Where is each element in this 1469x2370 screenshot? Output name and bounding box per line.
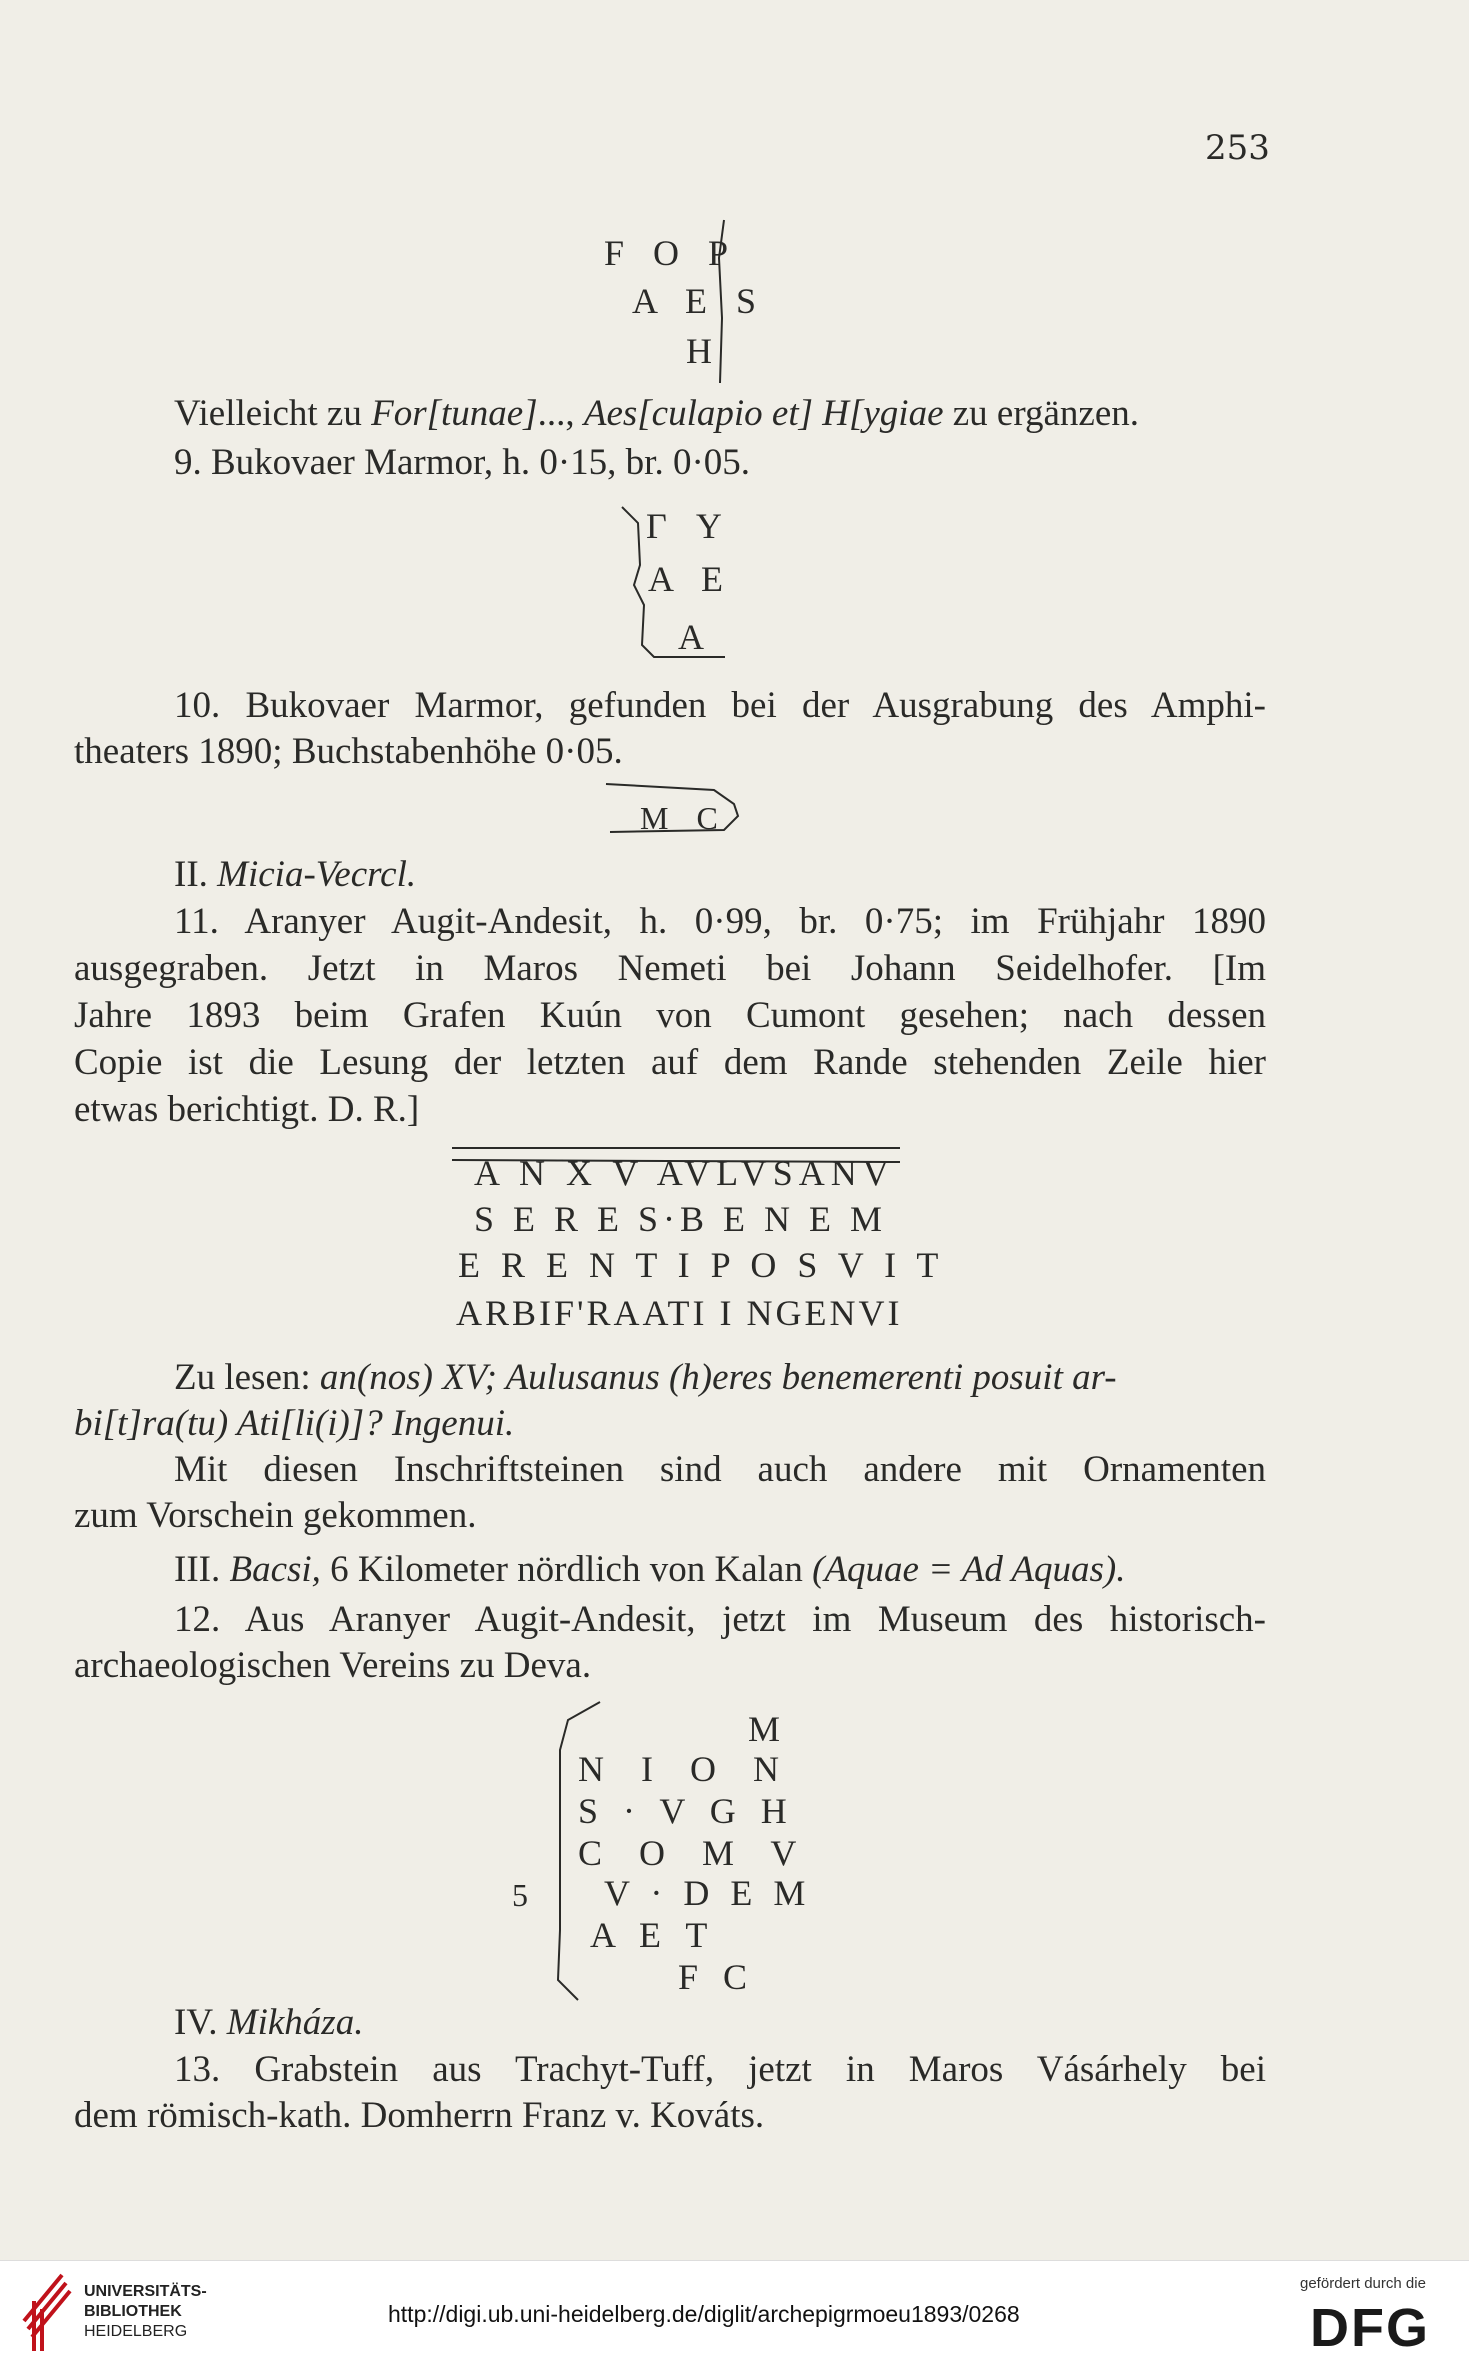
entry-11-line1: 11. Aranyer Augit-Andesit, h. 0·99, br. 0·75; im Frühjahr 1890	[174, 901, 1266, 942]
reading-line1: Zu lesen: an(nos) XV; Aulusanus (h)eres benemerenti posuit ar-	[174, 1357, 1117, 1398]
digitization-footer	[0, 2260, 1469, 2370]
entry-10-line2: theaters 1890; Buchstabenhöhe 0·05.	[74, 731, 623, 772]
permalink[interactable]: http://digi.ub.uni-heidelberg.de/diglit/archepigrmoeu1893/0268	[388, 2301, 1020, 2327]
reading-line2: bi[t]ra(tu) Ati[li(i)]? Ingenui.	[74, 1403, 515, 1444]
inscription-12-line-number: 5	[512, 1877, 528, 1913]
fragment-2-line2: A E	[648, 559, 734, 599]
ornaments-line1: Mit diesen Inschriftsteinen sind auch andere mit Ornamenten	[174, 1449, 1266, 1490]
inscription-12-line-aet: A E T	[590, 1915, 716, 1955]
inscription-12-line-comv: C O M V	[578, 1833, 811, 1873]
fragment-aes: A E S	[632, 281, 767, 321]
fragment-2-line3: A	[678, 617, 714, 657]
fragment-fop: F O P	[604, 233, 739, 273]
library-name-1: UNIVERSITÄTS-	[84, 2283, 207, 2300]
entry-13-line1: 13. Grabstein aus Trachyt-Tuff, jetzt in Maros Vásárhely bei	[174, 2049, 1266, 2090]
fragment-h: H	[686, 331, 722, 371]
inscription-12-line-nion: N I O N	[578, 1749, 793, 1789]
entry-11-line3: Jahre 1893 beim Grafen Kuún von Cumont gesehen; nach dessen	[74, 995, 1266, 1036]
entry-11-line5: etwas berichtigt. D. R.]	[74, 1089, 420, 1130]
inscription-12-line-svgh: S · V G H	[578, 1791, 795, 1831]
inscription-11-line4: ARBIF'RAATI I NGENVI	[456, 1293, 903, 1333]
ornaments-line2: zum Vorschein gekommen.	[74, 1495, 477, 1536]
paragraph-vielleicht: Vielleicht zu For[tunae]..., Aes[culapio et] H[ygiae zu ergänzen.	[174, 393, 1140, 434]
library-name-2: BIBLIOTHEK	[84, 2303, 182, 2320]
inscription-12-line-fc: F C	[678, 1957, 756, 1997]
inscription-12-line-m: M	[748, 1709, 791, 1749]
inscription-11-line3: E R E N T I P O S V I T	[458, 1245, 945, 1285]
section-ii: II. Micia-Vecrcl.	[174, 854, 417, 895]
fragment-2-line1: Γ Y	[646, 506, 732, 546]
entry-10-line1: 10. Bukovaer Marmor, gefunden bei der Ausgrabung des Amphi-	[174, 685, 1266, 726]
entry-11-line4: Copie ist die Lesung der letzten auf dem Rande stehenden Zeile hier	[74, 1042, 1266, 1083]
entry-9: 9. Bukovaer Marmor, h. 0·15, br. 0·05.	[174, 442, 751, 483]
library-logo-icon	[14, 2271, 74, 2353]
fragment-edge-line	[716, 218, 728, 386]
funded-by-label: gefördert durch die	[1300, 2275, 1426, 2292]
inscription-11-line2: S E R E S·B E N E M	[474, 1199, 888, 1239]
fragment-3-letters: M C	[640, 800, 728, 836]
library-name-3: HEIDELBERG	[84, 2323, 188, 2340]
section-iv: IV. Mikháza.	[174, 2002, 364, 2043]
inscription-11-line1: A N X V AVLVSANV	[474, 1153, 895, 1193]
entry-11-line2: ausgegraben. Jetzt in Maros Nemeti bei Johann Seidelhofer. [Im	[74, 948, 1266, 989]
page-number: 253	[1205, 128, 1270, 168]
entry-13-line2: dem römisch-kath. Domherrn Franz v. Kováts.	[74, 2095, 765, 2136]
entry-12-line2: archaeologischen Vereins zu Deva.	[74, 1645, 592, 1686]
dfg-logo: DFG	[1310, 2298, 1430, 2358]
inscription-12-line-dem: V · D E M	[604, 1873, 812, 1913]
entry-12-line1: 12. Aus Aranyer Augit-Andesit, jetzt im Museum des historisch-	[174, 1599, 1266, 1640]
section-iii: III. Bacsi, 6 Kilometer nördlich von Kalan (Aquae = Ad Aquas).	[174, 1549, 1126, 1590]
